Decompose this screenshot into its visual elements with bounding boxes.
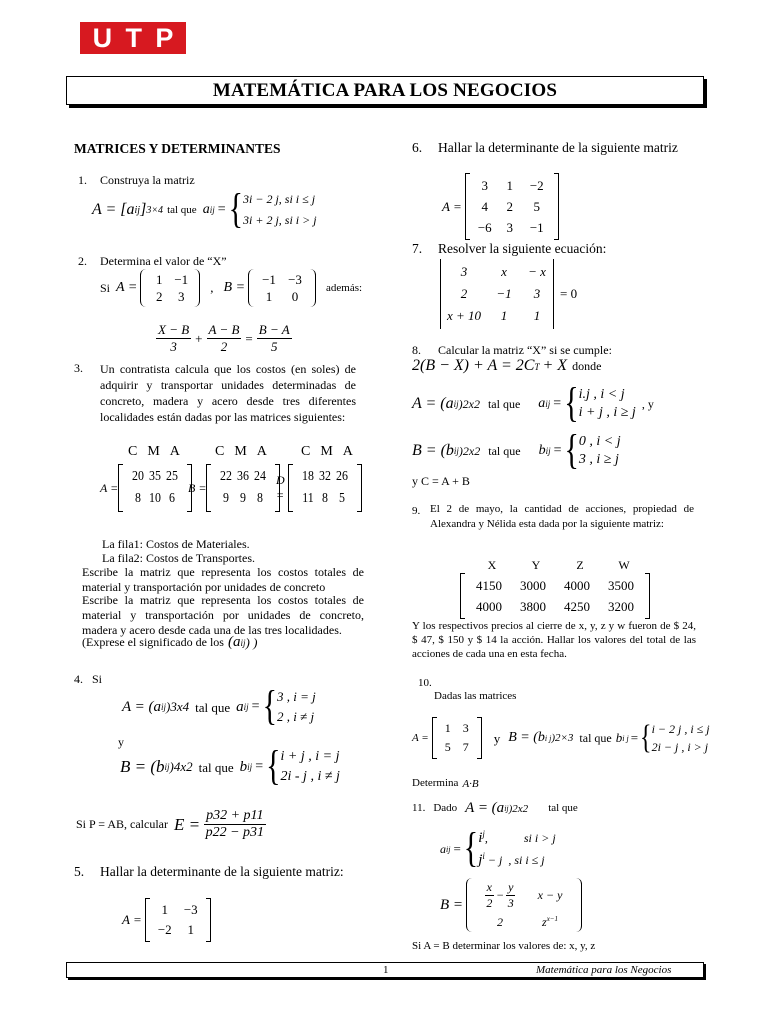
p8-a-cases: { i.j , i < j i + j , i ≥ j [564, 380, 636, 427]
p11-b11-num2: y [508, 880, 514, 894]
p11-case2-rest: − j , si i ≤ j [484, 853, 545, 867]
p8-b-def-lhs: B = (b [412, 442, 454, 459]
p3-d-22: 8 [322, 491, 328, 506]
p6-text: Hallar la determinante de la siguiente matriz [438, 140, 678, 155]
p11-b22-sup: x−1 [546, 915, 559, 923]
p6-a-11: 3 [481, 178, 488, 193]
p9-header [470, 558, 646, 573]
p11-b11-den2: 3 [507, 896, 514, 910]
section-title: MATRICES Y DETERMINANTES [74, 141, 281, 156]
p8-a-sub: ij [453, 399, 459, 409]
p3-a-21: 8 [135, 491, 142, 506]
p10-b-case2: 2i − j , i > j [651, 739, 709, 754]
p2-matrix-a [140, 269, 200, 307]
page-title: MATEMÁTICA PARA LOS NEGOCIOS [212, 79, 558, 101]
p4-y: y [118, 735, 124, 749]
p6-matrix-wrap [442, 173, 559, 240]
p9-m-23: 4250 [564, 599, 590, 614]
p4-tal-que-1: tal que [195, 699, 231, 715]
p10-a-22: 7 [462, 740, 469, 754]
p3-d-11: 18 [302, 469, 314, 484]
p4-a-dim: )3x4 [166, 699, 190, 714]
p3-header-a [128, 444, 180, 460]
p4-tal-que-2: tal que [198, 759, 234, 775]
p2-b-label: B = [223, 280, 246, 295]
p3-row1: La fila1: Costos de Materiales. [102, 537, 250, 551]
p2-eq: = [245, 330, 253, 346]
p3-h-b-c: C [215, 444, 225, 459]
p2-f2-den: 2 [220, 339, 228, 354]
p10-tal-que: tal que [579, 730, 612, 745]
p8-b-cases: { 0 , i < j 3 , i ≥ j [564, 427, 621, 474]
p7-text: Resolver la siguiente ecuación: [438, 241, 607, 256]
p2-ademas: además: [326, 281, 363, 294]
p7-d-12: x [501, 264, 507, 279]
p10-a-21: 5 [444, 740, 451, 754]
p8-eq-tail: + X [542, 357, 568, 374]
p8-donde: donde [572, 359, 602, 373]
p10-b-def-lhs: B = (b [508, 730, 545, 745]
p2-b-21: 1 [265, 289, 273, 304]
p4-si: Si [92, 672, 103, 686]
p8-c-line: y C = A + B [412, 474, 470, 488]
p1-aij-sub: ij [209, 205, 215, 215]
p3-matrix-a-wrap [100, 464, 192, 512]
p11-eq: = [453, 841, 461, 856]
p10-ab: A·B [462, 777, 479, 790]
p1-lhs-dim: 3×4 [146, 204, 164, 216]
p11-final: Si A = B determinar los valores de: x, y, z [412, 940, 596, 952]
p8-eq-main: 2(B − X) + A = 2C [412, 357, 535, 374]
p11-case1-sup: j [482, 829, 485, 839]
p11-b-def [440, 878, 582, 932]
p4-b-cases: { i + j , i = j 2i - j , i ≠ j [266, 743, 340, 790]
p3-text: Un contratista calcula que los costos (en soles) de adquirir y transportar unidades determinadas de concreto, madera y acero desde tres diferentes localidades están dadas por las matrices siguientes: [100, 362, 356, 424]
p7-d-21: 2 [460, 286, 468, 301]
p10-text: Dadas las matrices [434, 690, 517, 702]
p9-m-21: 4000 [476, 599, 502, 614]
p3-para3-close: ) ) [245, 634, 258, 650]
p3-h-b-a: A [256, 444, 267, 459]
p4-a-case2: 2 , i ≠ j [276, 709, 315, 724]
p11-b11-den1: 2 [486, 896, 493, 910]
p8-tal-que-1: tal que [487, 396, 521, 411]
p2-a-22: 3 [178, 289, 185, 304]
footer-course-name: Matemática para los Negocios [536, 964, 672, 976]
p3-d-13: 26 [336, 469, 348, 484]
p8-number: 8. [412, 343, 421, 357]
p1-cases: { 3i − 2 j, si i ≤ j 3i + 2 j, si i > j [228, 186, 317, 233]
p4-calc [76, 808, 266, 841]
p5-number: 5. [74, 864, 85, 879]
p10-a-11: 1 [444, 721, 451, 735]
p1-formula [92, 186, 317, 233]
p11-a-sub: ij [504, 804, 509, 813]
p7-d-22: −1 [496, 286, 512, 301]
p3-matrix-b-wrap [188, 464, 280, 512]
p1-lhs: A = [a [92, 201, 135, 218]
p9-matrix [460, 573, 650, 619]
p11-aij-sub: ij [446, 844, 451, 854]
p10-matrices [412, 717, 710, 759]
p2-f2-num: A − B [208, 322, 240, 337]
title-box [66, 76, 704, 105]
p2-matrix-b [248, 269, 316, 307]
p11-header [412, 800, 578, 817]
p6-a-33: −1 [529, 220, 544, 235]
p6-a-32: 3 [506, 220, 513, 235]
p10-a-12: 3 [462, 721, 469, 735]
p10-b-sub: i j [544, 733, 552, 743]
p7-d-32: 1 [500, 308, 508, 323]
p5-matrix-wrap [122, 898, 211, 942]
p3-b-12: 36 [237, 469, 250, 484]
p10-b-case1: i − 2 j , i ≤ j [651, 721, 710, 736]
p9-h-w: W [618, 558, 630, 572]
p7-det [440, 259, 554, 329]
p6-a-22: 2 [506, 199, 513, 214]
p9-after: Y los respectivos precios al cierre de x, y, z y w fueron de $ 24, $ 47, $ 150 y $ 14 la acción. Hallar los valores del total de las acciones de cada una en esta fecha. [412, 620, 696, 660]
p2-equation [156, 322, 292, 355]
p4-b-dim: )4x2 [169, 759, 193, 774]
p10-b-dim: )2×3 [551, 732, 574, 744]
p8-equation [412, 357, 601, 375]
p10-y: y [493, 730, 501, 746]
p5-a-11: 1 [161, 902, 168, 917]
p11-matrix-b [466, 878, 582, 932]
p3-h-d-c: C [301, 444, 311, 459]
p3-matrix-d-wrap [276, 464, 362, 512]
p11-tal-que: tal que [548, 802, 578, 814]
p4-b-sub: ij [164, 762, 170, 772]
p8-bij: b [538, 443, 546, 458]
p3-b-13: 24 [254, 469, 267, 484]
p9-m-11: 4150 [476, 578, 502, 593]
p4-a-sub: ij [161, 702, 167, 712]
p9-m-13: 4000 [564, 578, 590, 593]
p1-case1: 3i − 2 j, si i ≤ j [243, 192, 316, 206]
p4-aij-sub: ij [243, 702, 249, 712]
p2-text: Determina el valor de “X” [100, 254, 227, 268]
p9-number: 9. [412, 505, 421, 517]
p2-b-22: 0 [291, 289, 299, 304]
p4-a-def-lhs: A = (a [122, 698, 162, 715]
p8-eq-1: = [553, 396, 562, 411]
p3-b-23: 8 [257, 491, 264, 506]
p3-para3-sub: ij [240, 637, 246, 648]
p7-rhs: = 0 [560, 286, 578, 301]
p4-b-def-lhs: B = (b [120, 757, 165, 776]
p3-h-d-m: M [320, 444, 333, 459]
p1-tal-que: tal que [167, 203, 197, 216]
p3-b-11: 22 [220, 469, 233, 484]
p4-e-num: p32 + p11 [206, 808, 264, 823]
p1-lhs-close: ] [140, 201, 147, 218]
p3-a-23: 6 [169, 491, 176, 506]
p3-h-a-c: C [128, 444, 138, 459]
p3-b-label: B = [188, 480, 207, 495]
p3-d-23: 5 [339, 491, 345, 506]
p3-a-label: A = [100, 480, 119, 495]
p3-a-13: 25 [166, 469, 179, 484]
p11-b-label: B = [440, 896, 464, 913]
p2-plus: + [195, 330, 203, 346]
p8-a-def [412, 380, 654, 427]
p8-eq-sup: T [534, 362, 540, 372]
utp-logo [80, 22, 186, 54]
p8-b-def [412, 427, 621, 474]
p3-a-11: 20 [132, 469, 145, 484]
p11-b-21: 2 [497, 915, 504, 929]
p3-number: 3. [74, 361, 83, 375]
p4-e-den: p22 − p31 [205, 825, 265, 840]
p10-a-label: A = [412, 732, 429, 744]
p11-case1-base: i [478, 830, 483, 846]
p3-para3-text: (Exprese el significado de los [82, 635, 224, 649]
p1-text: Construya la matriz [100, 173, 195, 187]
p10-b-cases: { i − 2 j , i ≤ j 2i − j , i > j [640, 719, 710, 757]
p9-m-22: 3800 [520, 599, 546, 614]
p3-matrix-a [118, 464, 192, 512]
p11-b-22 [526, 915, 574, 930]
p3-header-d [301, 444, 353, 460]
p4-a-cases: { 3 , i = j 2 , i ≠ j [262, 683, 316, 730]
p9-h-z: Z [576, 558, 584, 572]
p11-a-cases-wrap [440, 826, 556, 872]
p3-d-label: D = [276, 473, 285, 502]
p11-case2-sup: i [482, 851, 485, 861]
p7-d-11: 3 [460, 264, 468, 279]
p5-a-21: −2 [157, 922, 172, 937]
p5-text: Hallar la determinante de la siguiente matriz: [100, 864, 344, 879]
p5-a-12: −3 [183, 902, 198, 917]
p3-matrices [100, 444, 362, 524]
p8-tal-que-2: tal que [488, 443, 521, 458]
p3-a-12: 35 [149, 469, 162, 484]
p11-b-12: x − y [537, 888, 563, 902]
p3-row2: La fila2: Costos de Transportes. [102, 551, 255, 565]
p6-a-label: A = [442, 198, 462, 214]
p3-a-22: 10 [149, 491, 162, 506]
p10-bij: b [615, 730, 623, 745]
p8-a-case2: i + j , i ≥ j [578, 405, 636, 420]
p10-number: 10. [418, 677, 432, 689]
logo-letter-p: P [155, 23, 174, 53]
p3-para3-sym: (a [227, 634, 241, 650]
p2-number: 2. [78, 254, 87, 268]
p8-b-case1: 0 , i < j [578, 434, 621, 449]
p10-matrix-a [432, 717, 482, 759]
p10-bij-sub: i j [622, 733, 629, 743]
p8-eq-2: = [553, 443, 562, 458]
p2-a-21: 2 [156, 289, 163, 304]
p4-a-case1: 3 , i = j [276, 689, 316, 704]
p2-a-12: −1 [174, 272, 189, 287]
p6-a-13: −2 [529, 178, 544, 193]
p2-f1-num: X − B [158, 322, 190, 337]
p2-matrices [100, 269, 362, 307]
footer-page-number: 1 [383, 964, 389, 976]
p7-d-31: x + 10 [446, 308, 482, 323]
p8-b-dim: )2x2 [458, 443, 481, 458]
p2-f1-den: 3 [170, 339, 177, 354]
p11-number: 11. [412, 802, 426, 814]
p11-a-def-lhs: A = (a [465, 800, 505, 816]
p3-matrix-b [206, 464, 280, 512]
p3-para2: Escribe la matriz que representa los costos totales de material y transportación por unidades de concreto, madera y acero desde cada una de las tres localidades. [82, 593, 364, 637]
p3-h-a-m: M [147, 444, 160, 459]
p2-comma: , [210, 280, 214, 295]
p8-text: Calcular la matriz “X” si se cumple: [438, 343, 612, 357]
logo-letter-t: T [125, 23, 142, 53]
p4-e-label: E = [173, 814, 201, 834]
p4-bij-sub: ij [247, 762, 253, 772]
p8-b-sub: ij [453, 446, 459, 456]
p9-m-24: 3200 [608, 599, 634, 614]
p3-d-12: 32 [319, 469, 331, 484]
p7-number: 7. [412, 241, 423, 256]
p4-a-def [122, 683, 316, 730]
p2-f3-den: 5 [270, 339, 278, 354]
p8-bij-sub: ij [545, 446, 551, 456]
p3-d-21: 11 [302, 491, 314, 506]
p11-case1-rest: , si i > j [484, 831, 556, 845]
p3-header-b [215, 444, 267, 460]
p11-aij: a [440, 841, 446, 856]
p4-aij: a [236, 698, 244, 715]
p1-aij: a [202, 202, 210, 217]
p11-b-11 [474, 880, 526, 911]
p4-e-frac [204, 808, 265, 841]
p8-a-dim: )2x2 [458, 396, 480, 411]
p4-b-def [120, 743, 340, 790]
p2-a-11: 1 [156, 272, 163, 287]
p5-matrix-a [145, 898, 211, 942]
p6-a-31: −6 [477, 220, 492, 235]
p4-eq-2: = [255, 759, 264, 774]
p3-b-21: 9 [223, 491, 230, 506]
p2-si: Si [100, 280, 111, 295]
p6-a-23: 5 [533, 199, 540, 214]
p11-a-dim: )2x2 [508, 802, 529, 815]
p2-b-11: −1 [262, 272, 276, 287]
p9-m-12: 3000 [520, 578, 546, 593]
p5-a-22: 1 [187, 922, 194, 937]
p10-determina-text: Determina [412, 777, 459, 789]
p7-d-13: − x [528, 264, 546, 279]
p6-number: 6. [412, 140, 423, 155]
p2-f3-num: B − A [258, 322, 290, 337]
p8-a-tail: , y [641, 396, 654, 411]
p4-bij: b [239, 758, 248, 775]
p3-para3 [82, 634, 257, 651]
p11-dado: Dado [433, 802, 458, 814]
p11-b22-base: z [542, 915, 547, 929]
p8-aij: a [538, 396, 546, 411]
p3-para1: Escribe la matriz que representa los costos totales de material y transportación por unidades de concreto [82, 565, 364, 594]
p4-number: 4. [74, 672, 83, 686]
p6-a-21: 4 [481, 199, 488, 214]
p7-d-23: 3 [533, 286, 541, 301]
p10-eq: = [630, 730, 639, 745]
p8-b-case2: 3 , i ≥ j [578, 452, 619, 467]
p3-h-d-a: A [342, 444, 353, 459]
p3-b-22: 9 [240, 491, 247, 506]
p4-eq-1: = [251, 699, 260, 714]
p3-matrix-d [288, 464, 362, 512]
p6-matrix-a [465, 173, 559, 240]
p8-a-case1: i.j , i < j [578, 387, 625, 402]
p2-a-label: A = [116, 280, 138, 295]
p4-b-case2: 2i - j , i ≠ j [280, 769, 340, 784]
p11-b11-minus: − [495, 888, 505, 902]
p3-h-a-a: A [169, 444, 180, 459]
p1-number: 1. [78, 173, 87, 187]
p2-b-12: −3 [288, 272, 302, 287]
p6-a-12: 1 [506, 178, 513, 193]
p11-b11-num1: x [486, 880, 492, 894]
p5-a-label: A = [122, 912, 142, 927]
p9-h-y: Y [531, 558, 541, 572]
p10-determina [412, 776, 479, 791]
p7-determinant [440, 259, 577, 329]
p4-b-case1: i + j , i = j [280, 749, 340, 764]
p1-case2: 3i + 2 j, si i > j [243, 213, 317, 227]
p8-a-def-lhs: A = (a [412, 395, 454, 412]
p1-lhs-sub: ij [134, 204, 141, 216]
p9-matrix-wrap [460, 573, 650, 619]
p9-m-14: 3500 [608, 578, 634, 593]
p11-a-cases: { $i^j$, si i > j $j^i - j$ , si i ≤ j [463, 825, 556, 872]
p11-case2-base: j [478, 852, 483, 868]
p8-aij-sub: ij [545, 399, 551, 409]
p9-text: El 2 de mayo, la cantidad de acciones, propiedad de Alexandra y Nélida esta dada por la siguiente matriz: [430, 503, 694, 530]
p9-h-x: X [487, 558, 497, 572]
p4-calc-text: Si P = AB, calcular [76, 817, 168, 831]
p7-d-33: 1 [533, 308, 541, 323]
p3-h-b-m: M [234, 444, 247, 459]
p1-eq: = [217, 202, 226, 217]
logo-letter-u: U [92, 23, 113, 53]
